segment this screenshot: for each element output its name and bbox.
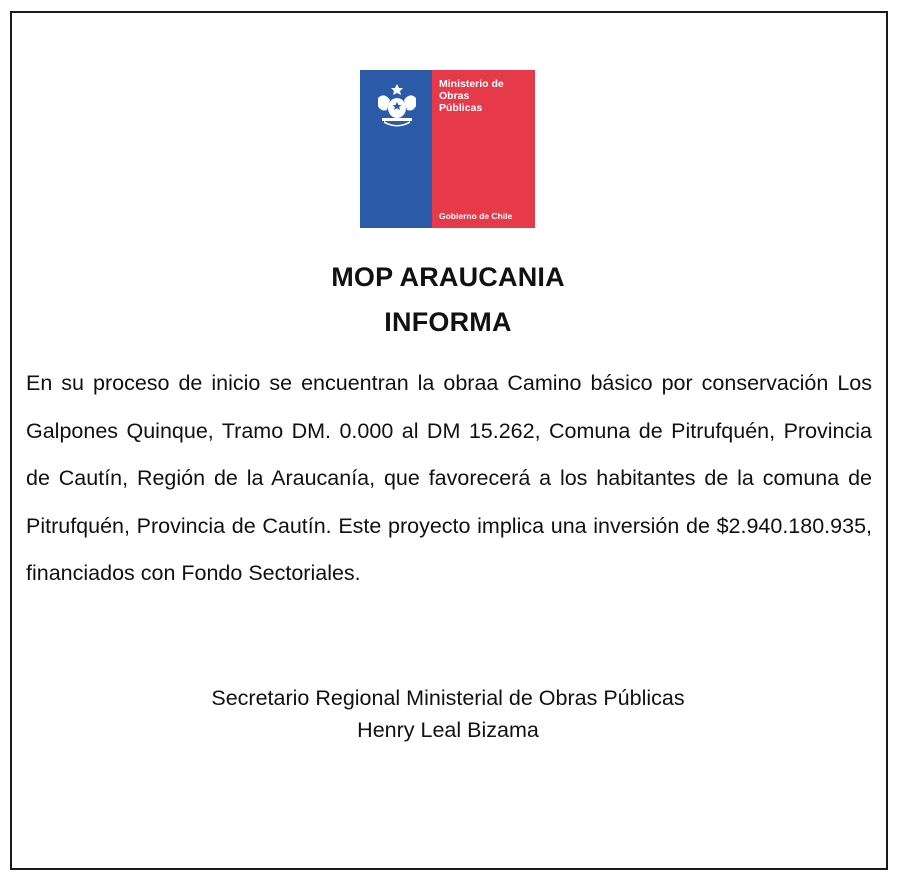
signature-position: Secretario Regional Ministerial de Obras Públicas (211, 686, 685, 710)
coat-of-arms-icon (370, 80, 424, 128)
notice-body: En su proceso de inicio se encuentran la obraa Camino básico por conservación Los Galpones Quinque, Tramo DM. 0.000 al DM 15.262, Comuna de Pitrufquén, Provincia de Cautín, Región de la Araucanía, que favorecerá a los habitantes de la comuna de Pitrufquén, Provincia de Cautín. Este proyecto implica una inversión de $2.940.180.935, financiados con Fondo Sectoriales. (26, 371, 872, 585)
signature-name: Henry Leal Bizama (357, 718, 539, 742)
logo-red-panel (432, 70, 535, 228)
logo-government-text: Gobierno de Chile (439, 211, 513, 221)
notice-title: MOP ARAUCANIA (331, 262, 565, 292)
notice-subtitle: INFORMA (384, 307, 512, 337)
logo-blue-panel (360, 70, 432, 228)
ministry-logo (360, 70, 535, 228)
logo-ministry-text: Ministerio de Obras Públicas (439, 78, 504, 114)
